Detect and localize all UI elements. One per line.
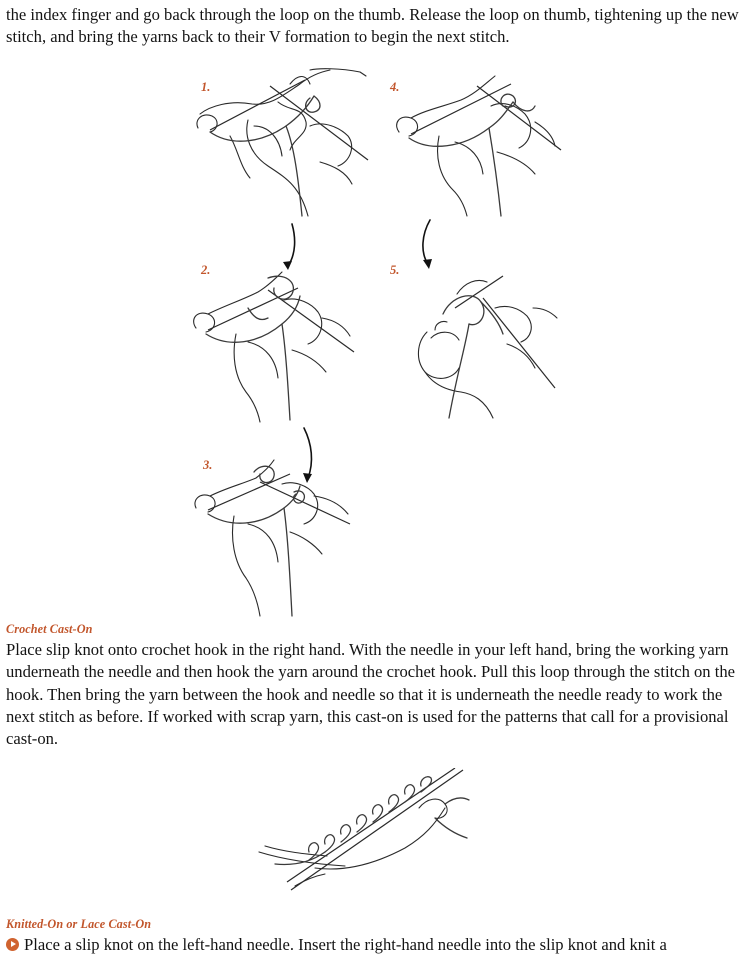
step-label-3: 3. [203,458,213,472]
crochet-cast-on-paragraph: Place slip knot onto crochet hook in the right hand. With the needle in your left hand, bring the working yarn underneath the needle and then hook the yarn around the crochet hook. Pull this loop through the stitch on the hook. Then bring the yarn between the hook and needle so that it is underneath the needle ready to work the next stitch as before. If worked with scrap yarn, this cast-on is used for the patterns that call for a provisional cast-on. [6,640,736,749]
illustration-step-2 [188,268,358,423]
arrow-step-4-to-5 [418,218,442,272]
intro-paragraph: the index finger and go back through the loop on the thumb. Release the loop on thumb, tightening up the new stitch, and bring the yarns back to their V formation to begin the next stitch. [6,5,739,47]
illustration-step-3 [190,458,355,618]
illustration-step-1 [190,66,375,221]
illustration-step-4 [385,66,565,221]
step-label-1: 1. [201,80,211,94]
step-label-2: 2. [201,263,211,277]
step-label-5: 5. [390,263,400,277]
play-circle-icon [6,938,19,951]
knitted-on-cast-on-paragraph [6,934,744,956]
arrow-step-1-to-2 [278,222,302,272]
crochet-cast-on-illustration [255,768,485,898]
crochet-cast-on-heading: Crochet Cast-On [6,622,93,636]
step-label-4: 4. [390,80,400,94]
illustration-step-5 [395,268,560,423]
knitted-on-cast-on-heading: Knitted-On or Lace Cast-On [6,917,152,931]
knitted-on-cast-on-text: Place a slip knot on the left-hand needle. Insert the right-hand needle into the slip knot and knit a [24,935,667,954]
